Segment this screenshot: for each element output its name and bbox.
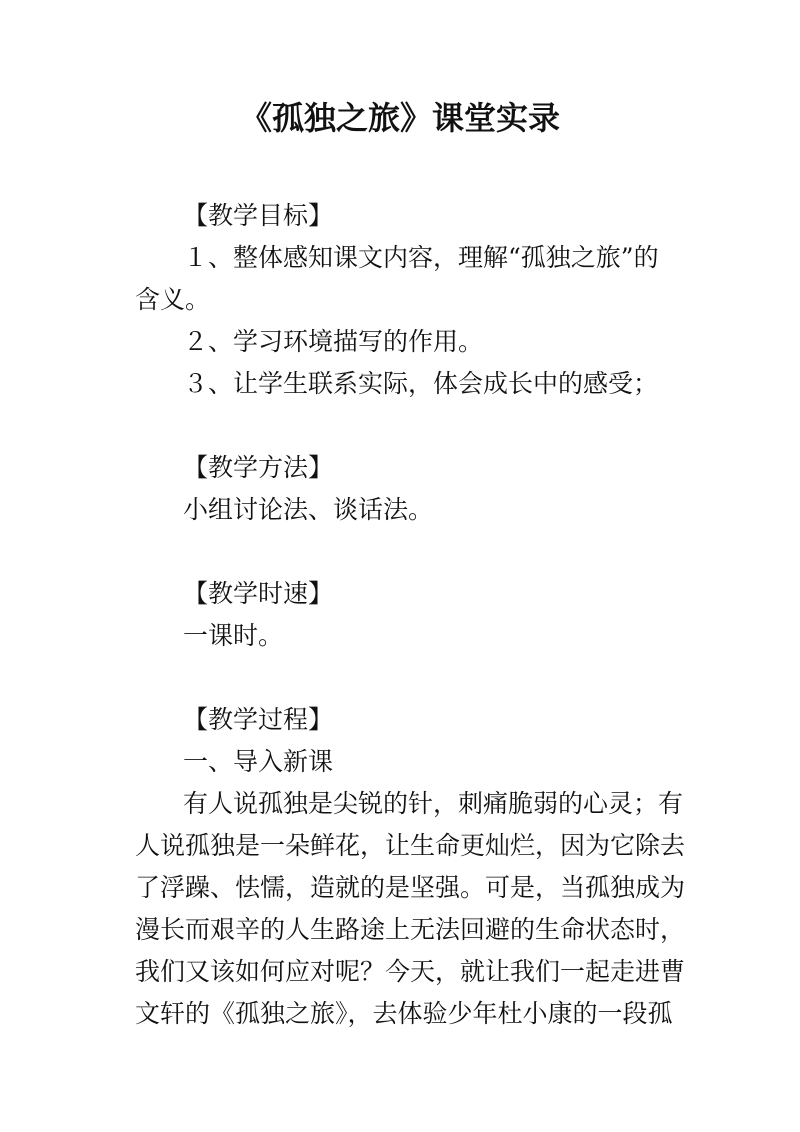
section-heading-methods: 【教学方法】 bbox=[183, 453, 334, 482]
paragraph-line-5: 我们又该如何应对呢？今天，就让我们一起走进曹 bbox=[135, 957, 686, 986]
section-heading-objectives: 【教学目标】 bbox=[183, 201, 334, 230]
objective-line-3: ３、让学生联系实际，体会成长中的感受； bbox=[183, 369, 659, 398]
methods-line: 小组讨论法、谈话法。 bbox=[183, 495, 434, 524]
duration-line: 一课时。 bbox=[183, 621, 284, 650]
paragraph-line-2: 人说孤独是一朵鲜花，让生命更灿烂，因为它除去 bbox=[135, 831, 686, 860]
paragraph-line-1: 有人说孤独是尖锐的针，刺痛脆弱的心灵；有 bbox=[183, 789, 684, 818]
paragraph-line-3: 了浮躁、怯懦，造就的是坚强。可是，当孤独成为 bbox=[135, 873, 686, 902]
objective-line-2: ２、学习环境描写的作用。 bbox=[183, 327, 484, 356]
objective-line-1-cont: 含义。 bbox=[135, 285, 211, 314]
process-subheading: 一、导入新课 bbox=[183, 747, 334, 776]
paragraph-line-6: 文轩的《孤独之旅》，去体验少年杜小康的一段孤 bbox=[135, 999, 673, 1028]
paragraph-line-4: 漫长而艰辛的人生路途上无法回避的生命状态时， bbox=[135, 915, 686, 944]
section-heading-process: 【教学过程】 bbox=[183, 705, 334, 734]
objective-line-1: １、整体感知课文内容，理解“孤独之旅”的 bbox=[183, 243, 659, 272]
section-heading-duration: 【教学时速】 bbox=[183, 579, 334, 608]
document-title: 《孤独之旅》课堂实录 bbox=[239, 99, 560, 137]
